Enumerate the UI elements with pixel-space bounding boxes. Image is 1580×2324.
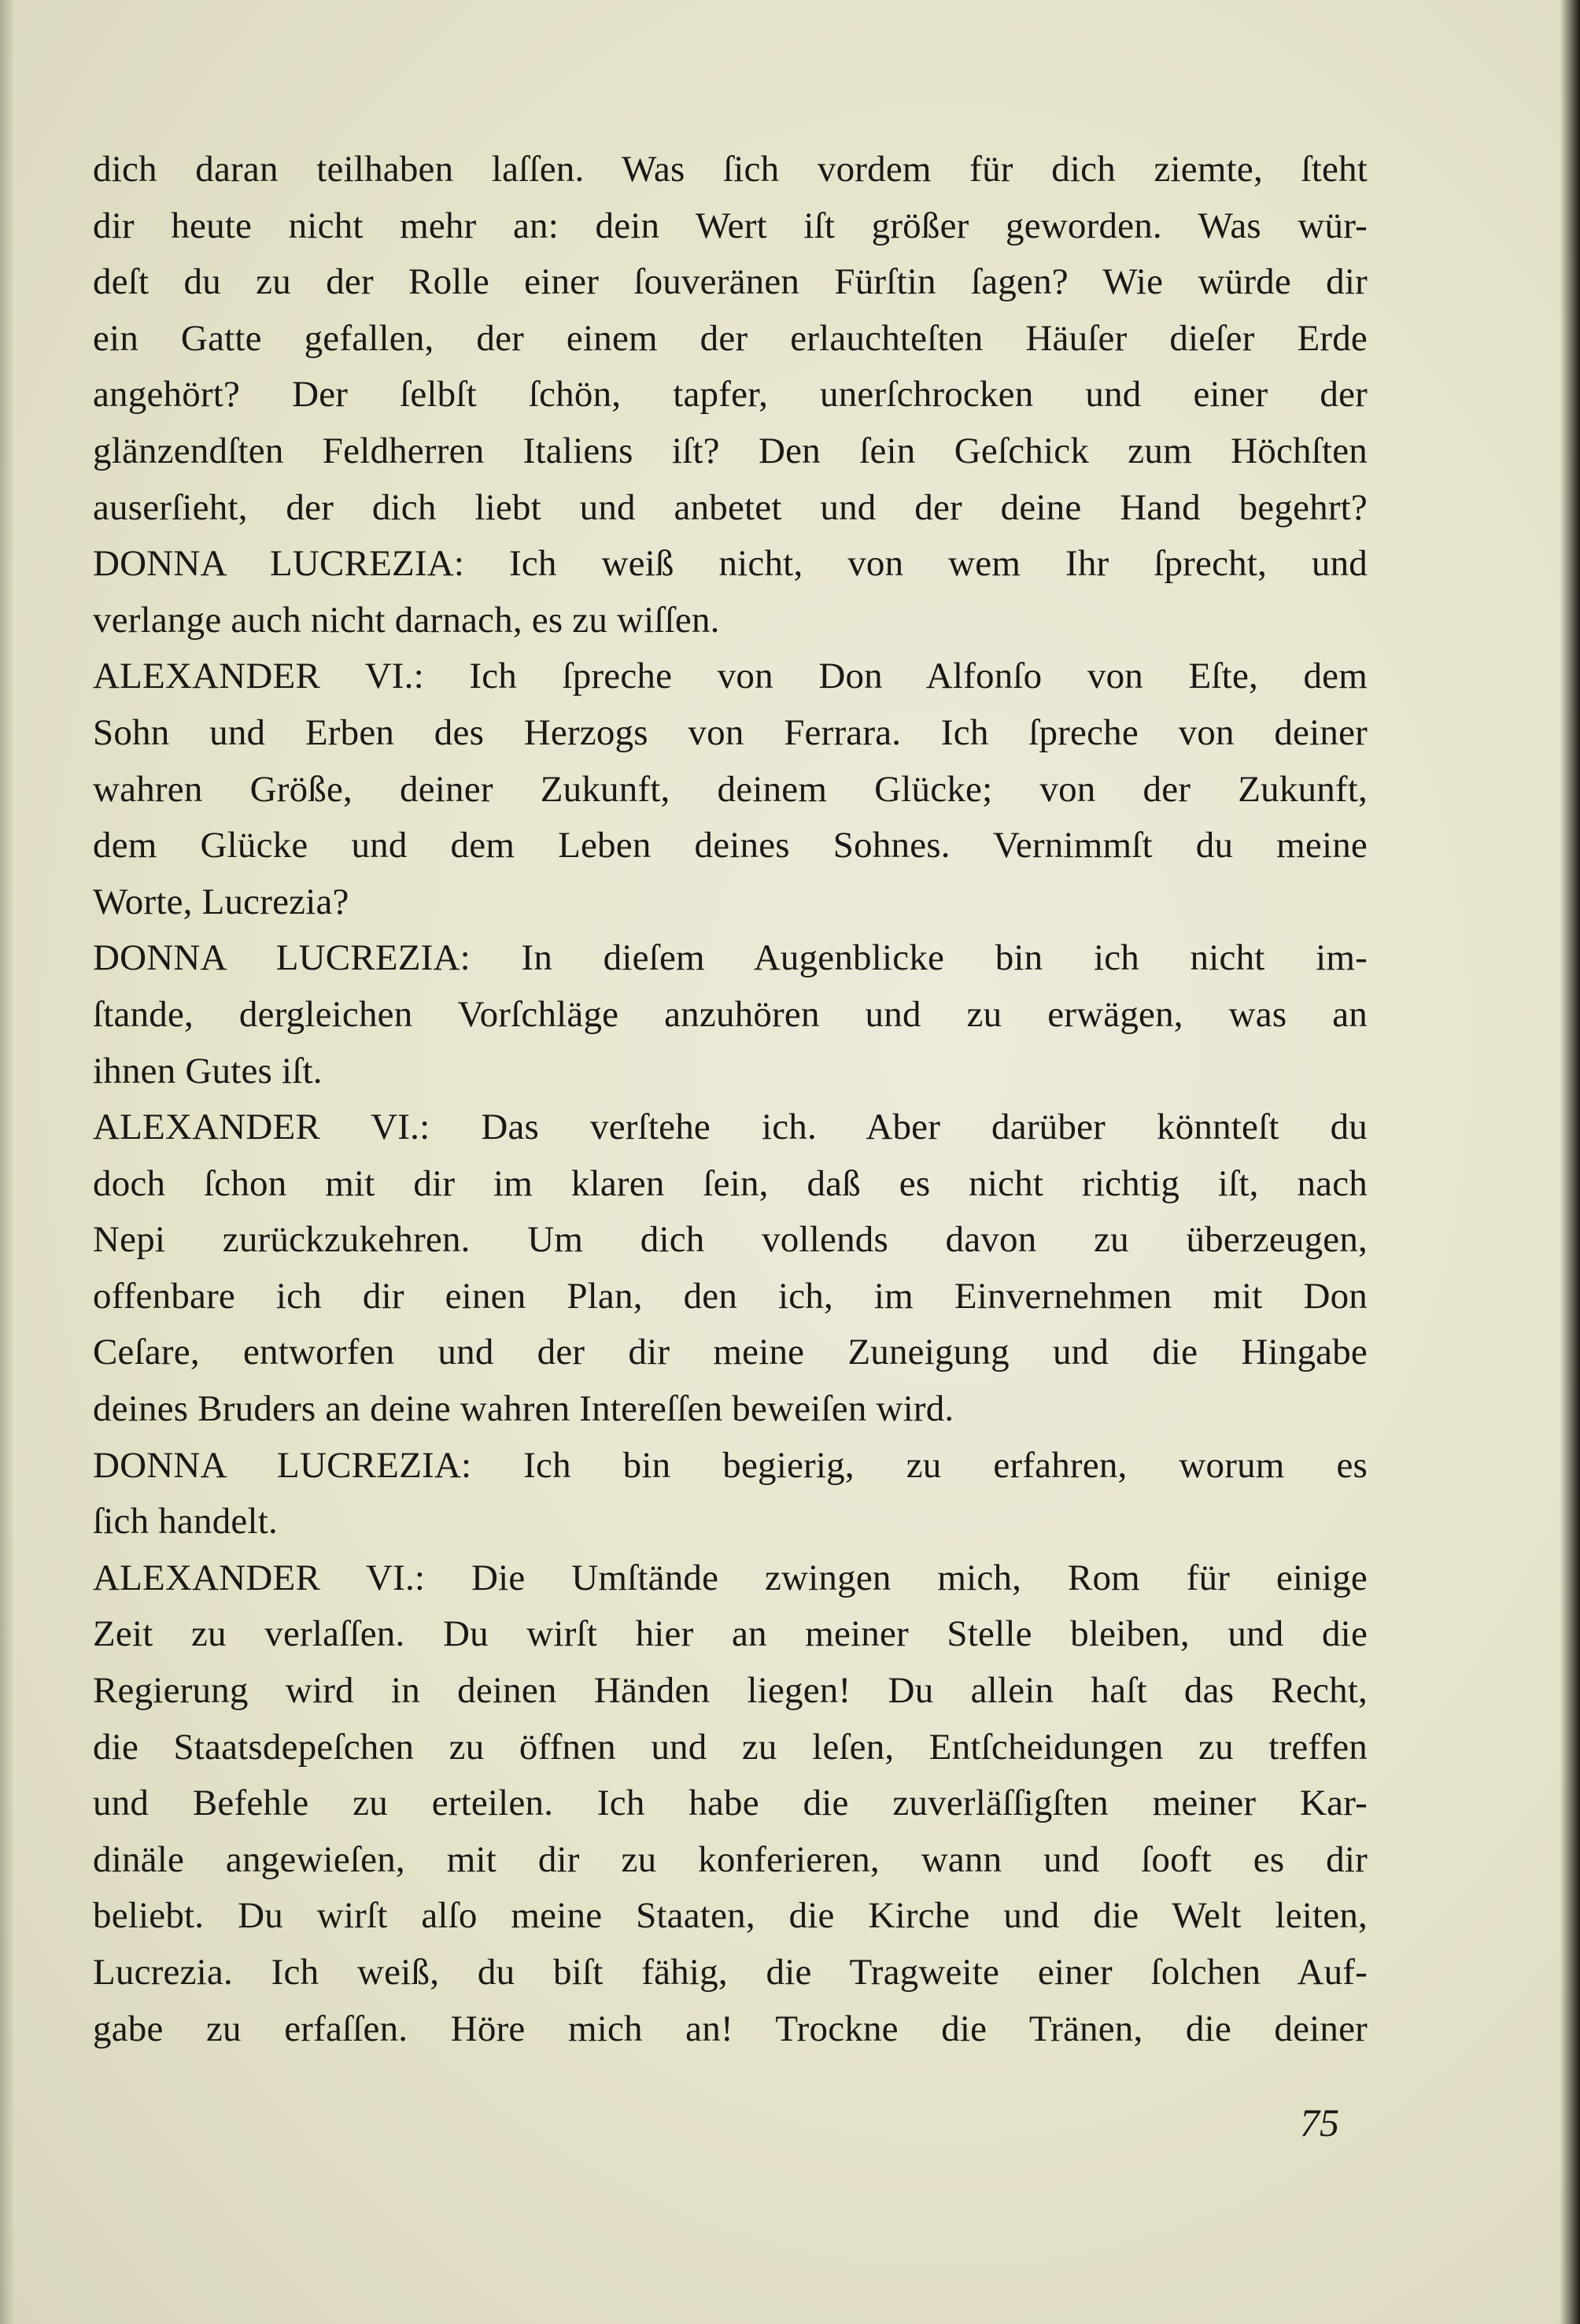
text-line: DONNA LUCREZIA: Ich bin begierig, zu erfahren, worum es xyxy=(93,1444,1368,1486)
text-line: beliebt. Du wirſt alſo meine Staaten, die Kirche und die Welt leiten, xyxy=(93,1895,1368,1937)
text-line: ALEXANDER VI.: Das verſtehe ich. Aber darüber könnteſt du xyxy=(93,1107,1368,1148)
text-line: Ceſare, entworfen und der dir meine Zuneigung und die Hingabe xyxy=(93,1332,1368,1373)
text-line: wahren Größe, deiner Zukunft, deinem Glücke; von der Zukunft, xyxy=(93,768,1368,810)
text-line: und Befehle zu erteilen. Ich habe die zuverläſſigſten meiner Kar- xyxy=(93,1783,1368,1824)
text-line: Regierung wird in deinen Händen liegen! Du allein haſt das Recht, xyxy=(93,1670,1368,1712)
page-number: 75 xyxy=(1300,2100,1339,2145)
text-line: ſtande, dergleichen Vorſchläge anzuhören und zu erwägen, was an xyxy=(93,993,1368,1035)
text-line: deſt du zu der Rolle einer ſouveränen Fürſtin ſagen? Wie würde dir xyxy=(93,261,1368,303)
text-line: Nepi zurückzukehren. Um dich vollends davon zu überzeugen, xyxy=(93,1219,1368,1261)
text-line: die Staatsdepeſchen zu öffnen und zu leſen, Entſcheidungen zu treffen xyxy=(93,1726,1368,1768)
text-line: Zeit zu verlaſſen. Du wirſt hier an meiner Stelle bleiben, und die xyxy=(93,1613,1368,1655)
text-line: dich daran teilhaben laſſen. Was ſich vordem für dich ziemte, ſteht xyxy=(93,149,1368,190)
text-line: ALEXANDER VI.: Ich ſpreche von Don Alfonſo von Eſte, dem xyxy=(93,656,1368,697)
text-line: doch ſchon mit dir im klaren ſein, daß es nicht richtig iſt, nach xyxy=(93,1162,1368,1204)
text-line: dem Glücke und dem Leben deines Sohnes. Vernimmſt du meine xyxy=(93,825,1368,866)
text-line: dinäle angewieſen, mit dir zu konferieren, wann und ſooft es dir xyxy=(93,1838,1368,1880)
text-line: Sohn und Erben des Herzogs von Ferrara. Ich ſpreche von deiner xyxy=(93,711,1368,753)
text-line: ein Gatte gefallen, der einem der erlauchteſten Häuſer dieſer Erde xyxy=(93,317,1368,359)
text-line: ſich handelt. xyxy=(93,1501,278,1543)
text-line: deines Bruders an deine wahren Intereſſen beweiſen wird. xyxy=(93,1388,954,1430)
text-line: gabe zu erfaſſen. Höre mich an! Trockne die Tränen, die deiner xyxy=(93,2008,1368,2049)
body-text xyxy=(93,142,1368,2057)
text-line: ihnen Gutes iſt. xyxy=(93,1050,323,1092)
page-right-edge xyxy=(1560,0,1580,2324)
text-line: glänzendſten Feldherren Italiens iſt? Den ſein Geſchick zum Höchſten xyxy=(93,430,1368,471)
text-line: Worte, Lucrezia? xyxy=(93,881,349,922)
text-line: DONNA LUCREZIA: Ich weiß nicht, von wem Ihr ſprecht, und xyxy=(93,543,1368,585)
text-line: DONNA LUCREZIA: In dieſem Augenblicke bin ich nicht im- xyxy=(93,937,1368,979)
text-line: auserſieht, der dich liebt und anbetet und der deine Hand begehrt? xyxy=(93,486,1368,528)
text-line: ALEXANDER VI.: Die Umſtände zwingen mich, Rom für einige xyxy=(93,1557,1368,1598)
text-line: Lucrezia. Ich weiß, du biſt fähig, die Tragweite einer ſolchen Auf- xyxy=(93,1952,1368,1993)
text-line: angehört? Der ſelbſt ſchön, tapfer, unerſchrocken und einer der xyxy=(93,374,1368,416)
text-line: dir heute nicht mehr an: dein Wert iſt größer geworden. Was wür- xyxy=(93,205,1368,246)
text-line: verlange auch nicht darnach, es zu wiſſen. xyxy=(93,599,720,641)
text-line: offenbare ich dir einen Plan, den ich, im Einvernehmen mit Don xyxy=(93,1275,1368,1317)
page-left-shadow xyxy=(0,0,14,2324)
